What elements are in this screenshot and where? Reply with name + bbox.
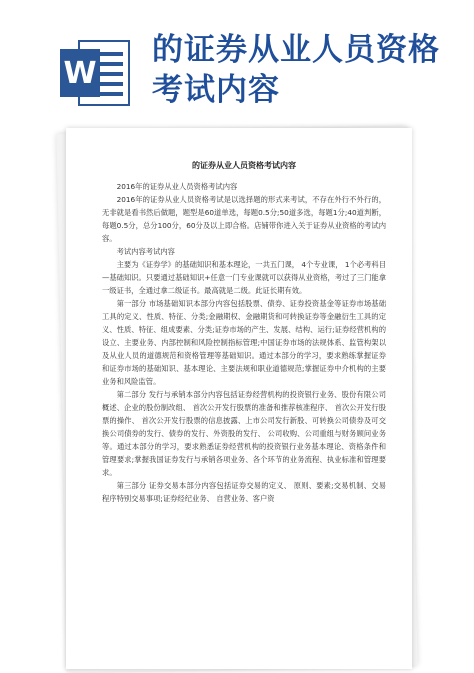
paragraph-part-three: 第三部分 证券交易本部分内容包括证券交易的定义、 原则、要素;交易机制、交易程序特别交易事项;证券经纪业务、 自营业务、客户资 (102, 481, 386, 503)
paragraph-subtitle: 2016年的证券从业人员资格考试内容 (116, 182, 238, 191)
banner-title: 的证券从业人员资格考试内容 (152, 32, 440, 108)
document-page (66, 128, 412, 669)
document-title: 的证券从业人员资格考试内容 (192, 161, 296, 170)
word-badge: W (60, 49, 100, 97)
paragraph-part-two: 第二部分 发行与承销本部分内容包括证券经营机构的投资银行业务、股份有限公司概述、企业的股份制改组、 首次公开发行股票的准备和推荐核准程序、 首次公开发行股票的操作、 首次公开发行股票的信息披露、上市公司发行新股、可转换公司债券及可交换公司债券的发行、债券的发行、外资股的发行、 公司收购、公司重组与财务顾问业务等。通过本部分的学习，要求熟悉证券经营机构的投资银行业务基本理论、资格条件和管理要求;掌握我国证券发行与承销各项业务、各个环节的业务流程、执业标准和管理要求。 (102, 390, 386, 477)
paragraph-intro: 2016年的证券从业人员资格考试是以选择题的形式来考试，不存在外行不外行的，无非就是看书然后做题，题型是60道单选，每题0.5分;50道多选，每题1分;40道判断，每题0.5分，总分100分，60分及以上即合格。店铺带你进入关于证券从业资格的考试内容。 (102, 195, 386, 243)
paragraph-overview: 主要为《证券学》的基础知识和基本理论，一共五门课， 4个专业课， 1个必考科目—基础知识。只要通过基础知识+任意一门专业课就可以获得从业资格，考过了三门能拿一级证书，全通过拿二级证书。最高就是二级。此证长期有效。 (102, 260, 386, 295)
word-document-icon (60, 40, 130, 106)
banner-header (0, 0, 474, 128)
paragraph-section-heading: 考试内容考试内容 (116, 247, 175, 256)
paragraph-part-one: 第一部分 市场基础知识本部分内容包括股票、债券、证券投资基金等证券市场基础工具的定义、性质、特征、分类;金融期权、金融期货和可转换证券等金融衍生工具的定义、性质、特征、组成要素、分类;证券市场的产生、发展、结构、运行;证券经营机构的设立、主要业务、内部控制和风险控制指标管理;中国证券市场的法规体系、监管构架以及从业人员的道德规范和资格管理等基础知识。通过本部分的学习，要求熟练掌握证券和证券市场的基础知识、基本理论、主要法规和职业道德规范;掌握证券中介机构的主要业务和风险监管。 (102, 299, 386, 386)
